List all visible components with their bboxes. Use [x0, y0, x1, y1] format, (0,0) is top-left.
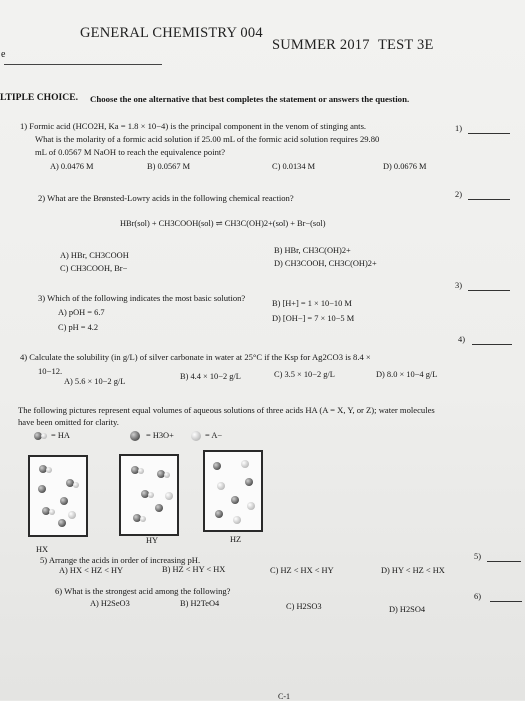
- q3-option-c: C) pH = 4.2: [58, 323, 99, 332]
- q4-option-d: D) 8.0 × 10−4 g/L: [376, 370, 438, 379]
- q1-option-c: C) 0.0134 M: [272, 162, 316, 171]
- q2-answer-blank[interactable]: [468, 199, 510, 200]
- legend-h3o-label: = H3O+: [146, 431, 174, 440]
- q1-line1: 1) Formic acid (HCO2H, Ka = 1.8 × 10−4) is the principal component in the venom of stinging ants.: [20, 121, 367, 131]
- margin-letter: e: [1, 49, 6, 60]
- q5-option-c: C) HZ < HX < HY: [270, 566, 334, 575]
- q2-reaction: HBr(sol) + CH3COOH(sol) ⇌ CH3C(OH)2+(sol) + Br−(sol): [120, 219, 326, 228]
- test-label: TEST 3E: [378, 37, 434, 53]
- section-heading: LTIPLE CHOICE.: [0, 92, 79, 103]
- page-number: C-1: [278, 692, 290, 701]
- q1-answer-number: 1): [455, 124, 462, 133]
- q1-line2: What is the molarity of a formic acid solution if 25.00 mL of the formic acid solution requires 29.80: [35, 134, 380, 144]
- hz-solution-box: [203, 450, 263, 532]
- q1-option-b: B) 0.0567 M: [147, 162, 191, 171]
- q4-option-b: B) 4.4 × 10−2 g/L: [180, 372, 241, 381]
- anion-icon: [191, 431, 203, 442]
- legend-a-label: = A−: [205, 431, 223, 440]
- q3-question: 3) Which of the following indicates the most basic solution?: [38, 293, 246, 303]
- q1-line3: mL of 0.0567 M NaOH to reach the equivalence point?: [35, 147, 226, 157]
- q3-option-d: D) [OH−] = 7 × 10−5 M: [272, 314, 355, 323]
- hydronium-icon: [127, 431, 143, 442]
- q4-line1: 4) Calculate the solubility (in g/L) of silver carbonate in water at 25°C if the Ksp for Ag2CO3 is 8.4 ×: [20, 352, 371, 362]
- section-instruction: Choose the one alternative that best completes the statement or answers the question.: [90, 94, 410, 104]
- q3-answer-number: 3): [455, 281, 462, 290]
- q2-option-d: D) CH3COOH, CH3C(OH)2+: [274, 259, 377, 268]
- q1-answer-blank[interactable]: [468, 133, 510, 134]
- q4-answer-blank[interactable]: [472, 344, 512, 345]
- hy-label: HY: [146, 536, 159, 545]
- q5-question: 5) Arrange the acids in order of increasing pH.: [40, 555, 201, 565]
- q3-option-a: A) pOH = 6.7: [58, 308, 105, 317]
- q2-option-a: A) HBr, CH3COOH: [60, 251, 129, 260]
- term-label: SUMMER 2017: [272, 37, 370, 53]
- hx-solution-box: [28, 455, 88, 537]
- q5-answer-number: 5): [474, 552, 481, 561]
- q4-option-c: C) 3.5 × 10−2 g/L: [274, 370, 335, 379]
- q6-option-d: D) H2SO4: [389, 605, 426, 614]
- q6-option-b: B) H2TeO4: [180, 599, 220, 608]
- q2-answer-number: 2): [455, 190, 462, 199]
- legend-ha-label: = HA: [51, 431, 70, 440]
- q1-option-a: A) 0.0476 M: [50, 162, 94, 171]
- q6-question: 6) What is the strongest acid among the following?: [55, 586, 231, 596]
- q5-option-d: D) HY < HZ < HX: [381, 566, 445, 575]
- q4-option-a: A) 5.6 × 10−2 g/L: [64, 377, 126, 386]
- q4-answer-number: 4): [458, 335, 465, 344]
- q3-option-b: B) [H+] = 1 × 10−10 M: [272, 299, 352, 308]
- q6-option-a: A) H2SeO3: [90, 599, 130, 608]
- q2-question: 2) What are the Brønsted-Lowry acids in the following chemical reaction?: [38, 193, 294, 203]
- q2-option-c: C) CH3COOH, Br−: [60, 264, 128, 273]
- q6-answer-number: 6): [474, 592, 481, 601]
- hz-label: HZ: [230, 535, 242, 544]
- ha-molecule-icon: [34, 431, 48, 441]
- q5-answer-blank[interactable]: [487, 561, 521, 562]
- hy-solution-box: [119, 454, 179, 536]
- q2-option-b: B) HBr, CH3C(OH)2+: [274, 246, 351, 255]
- q1-option-d: D) 0.0676 M: [383, 162, 427, 171]
- q5-option-b: B) HZ < HY < HX: [162, 565, 226, 574]
- q5-option-a: A) HX < HZ < HY: [59, 566, 124, 575]
- q6-answer-blank[interactable]: [490, 601, 522, 602]
- q3-answer-blank[interactable]: [468, 290, 510, 291]
- q4-line2: 10−12.: [38, 366, 63, 376]
- course-title: GENERAL CHEMISTRY 004: [80, 25, 263, 41]
- q6-option-c: C) H2SO3: [286, 602, 322, 611]
- name-line: [4, 64, 162, 65]
- pictures-intro-line1: The following pictures represent equal volumes of aqueous solutions of three acids HA (A = X, Y, or Z); water molecules: [18, 405, 435, 415]
- pictures-intro-line2: have been omitted for clarity.: [18, 417, 119, 427]
- hx-label: HX: [36, 545, 49, 554]
